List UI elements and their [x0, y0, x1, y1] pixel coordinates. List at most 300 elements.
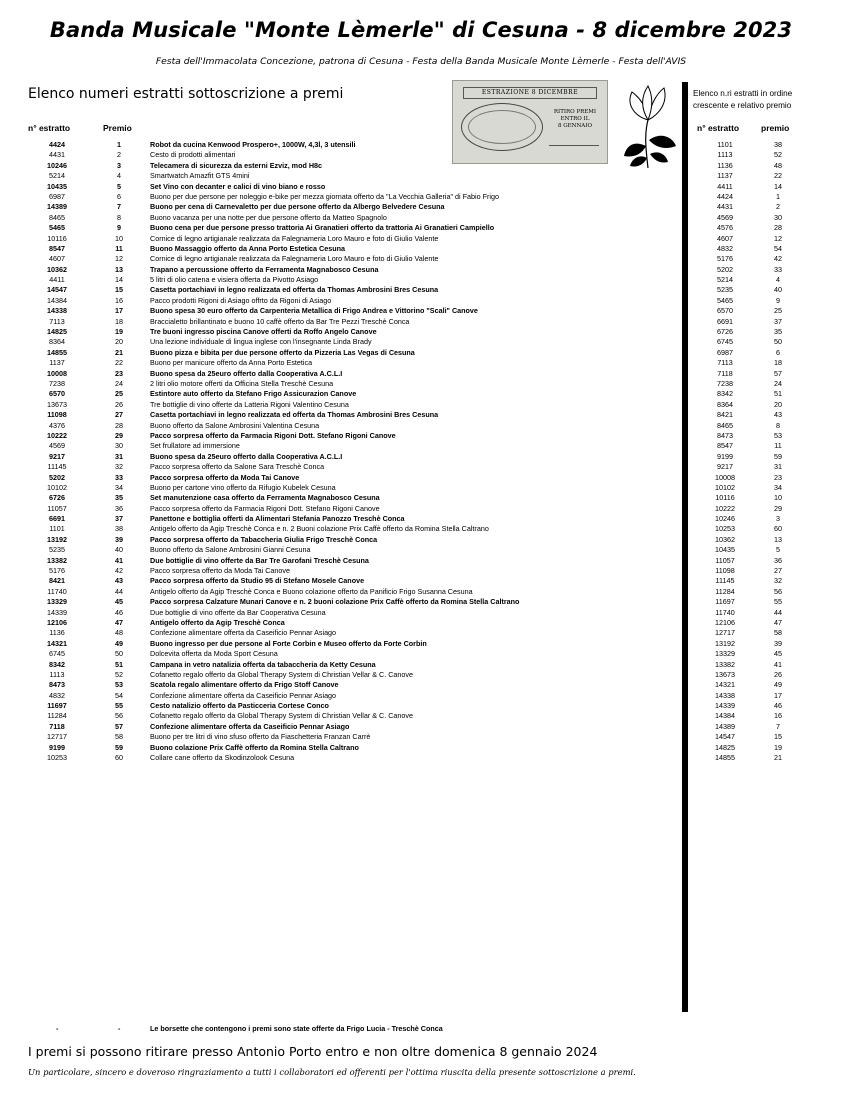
row-number: 6987 — [49, 191, 65, 201]
table-row — [0, 628, 690, 638]
table-row — [0, 483, 690, 493]
row-number: 7118 — [49, 721, 65, 731]
sorted-row — [690, 192, 842, 202]
sorted-row-premio: 57 — [774, 368, 782, 378]
sorted-row — [690, 566, 842, 576]
sorted-row-number: 13673 — [715, 669, 735, 679]
sorted-row-number: 1101 — [717, 140, 733, 149]
row-number: 11057 — [47, 503, 67, 513]
row-premio: 27 — [115, 410, 123, 420]
row-number: 5214 — [49, 171, 65, 181]
stamp-side-line: 8 GENNAIO — [558, 123, 592, 129]
sorted-row-premio: 48 — [774, 160, 782, 170]
sorted-row — [690, 545, 842, 555]
sorted-row-number: 6691 — [717, 316, 733, 326]
table-row — [0, 358, 690, 368]
column-header-premio: Premio — [103, 123, 132, 133]
sorted-row-number: 8364 — [717, 399, 733, 409]
sorted-row-number: 14825 — [715, 742, 735, 752]
row-premio: 6 — [117, 191, 121, 201]
sorted-row-number: 6570 — [717, 306, 733, 316]
sorted-row-premio: 12 — [774, 233, 782, 243]
table-row — [0, 732, 690, 742]
sorted-heading-line: Elenco n.ri estratti in ordine — [693, 89, 793, 98]
sorted-row — [690, 421, 842, 431]
sorted-row-number: 8465 — [717, 420, 733, 430]
sorted-row — [690, 306, 842, 316]
table-row — [0, 597, 690, 607]
row-number: 5235 — [49, 545, 65, 555]
table-row — [0, 317, 690, 327]
table-row — [0, 639, 690, 649]
sorted-row-premio: 40 — [774, 285, 782, 295]
sorted-row-premio: 42 — [774, 254, 782, 264]
row-premio: 18 — [115, 316, 123, 326]
raffle-stamp-image — [452, 80, 608, 164]
sorted-row-number: 10116 — [715, 493, 735, 503]
row-description: Cofanetto regalo offerto da Global Therapy System di Christian Vellar & C. Canove — [150, 711, 414, 721]
row-premio: 11 — [115, 243, 123, 253]
row-description: Antigelo offerto da Agip Treschè Conca — [150, 617, 285, 627]
sorted-row — [690, 691, 842, 701]
row-premio: 37 — [115, 514, 123, 524]
row-premio: 53 — [115, 680, 123, 690]
sorted-row — [690, 504, 842, 514]
sorted-row-premio: 34 — [774, 482, 782, 492]
thanks-note: Un particolare, sincero e doveroso ringraziamento a tutti i collaboratori ed offerenti per l'ottima riuscita della presente sottoscrizione a premi. — [28, 1067, 636, 1077]
sorted-row-premio: 19 — [774, 742, 782, 752]
table-row — [0, 285, 690, 295]
sorted-row — [690, 234, 842, 244]
sorted-row — [690, 660, 842, 670]
sorted-row — [690, 556, 842, 566]
table-row — [0, 327, 690, 337]
row-description: Cesto di prodotti alimentari — [150, 150, 236, 160]
sorted-row — [690, 649, 842, 659]
row-description: Buono per due persone per noleggio e-bike per mezza giornata offerto da "La Vecchia Galleria" di Fabio Frigo — [150, 191, 499, 201]
row-number: 4431 — [49, 150, 65, 160]
table-row — [0, 493, 690, 503]
row-description: Campana in vetro natalizia offerta da tabaccheria da Ketty Cesuna — [150, 659, 376, 669]
table-row — [0, 400, 690, 410]
sorted-row — [690, 171, 842, 181]
sorted-row-number: 13192 — [715, 638, 735, 648]
row-number: 4376 — [49, 420, 65, 430]
sorted-row — [690, 182, 842, 192]
row-number: 10102 — [47, 482, 67, 492]
table-row — [0, 348, 690, 358]
row-premio: 47 — [115, 617, 123, 627]
sorted-row-number: 6987 — [717, 347, 733, 357]
row-premio: 42 — [115, 566, 123, 576]
row-description: Pacco sorpresa offerto da Tabaccheria Giulia Frigo Treschè Conca — [150, 534, 378, 544]
row-premio: 25 — [115, 389, 123, 399]
sorted-row — [690, 618, 842, 628]
sorted-row-premio: 35 — [774, 327, 782, 337]
sorted-row — [690, 296, 842, 306]
row-premio: 33 — [115, 472, 123, 482]
sorted-row-premio: 7 — [776, 721, 780, 731]
table-row — [0, 369, 690, 379]
row-description: Confezione alimentare offerta da Caseificio Pennar Asiago — [150, 628, 337, 638]
row-number: 4607 — [49, 254, 65, 264]
row-number: 5465 — [49, 223, 65, 233]
row-description: Buono per cena di Carnevaletto per due persone offerto da Albergo Belvedere Cesuna — [150, 202, 445, 212]
row-premio: 49 — [115, 638, 123, 648]
sorted-row — [690, 369, 842, 379]
sorted-row-number: 13382 — [715, 659, 735, 669]
row-description: Buono vacanza per una notte per due persone offerto da Matteo Spagnolo — [150, 212, 387, 222]
row-number: 8465 — [49, 212, 65, 222]
sorted-row — [690, 327, 842, 337]
row-premio: 14 — [115, 275, 123, 285]
vertical-divider — [682, 82, 688, 1012]
sorted-row-number: 5202 — [717, 264, 733, 274]
table-row — [0, 587, 690, 597]
row-premio: 1 — [117, 140, 121, 149]
sorted-row — [690, 743, 842, 753]
table-row — [0, 389, 690, 399]
row-description: Pacco sorpresa offerto da Farmacia Rigoni Dott. Stefano Rigoni Canove — [150, 430, 396, 440]
row-description: Casetta portachiavi in legno realizzata ed offerta da Thomas Ambrosini Bres Cesuna — [150, 285, 439, 295]
table-row — [0, 691, 690, 701]
sorted-row — [690, 317, 842, 327]
row-premio: 41 — [115, 555, 123, 565]
sorted-row-number: 1136 — [717, 160, 733, 170]
sorted-row-number: 4607 — [717, 233, 733, 243]
band-seal-icon — [461, 103, 543, 151]
sorted-row-number: 11740 — [715, 607, 735, 617]
row-description: Cornice di legno artigianale realizzata da Falegnameria Loro Mauro e foto di Giulio Valente — [150, 254, 439, 264]
row-number: 6745 — [49, 649, 65, 659]
row-number: 1136 — [49, 628, 65, 638]
row-number: 14825 — [47, 327, 67, 337]
sorted-row-premio: 36 — [774, 555, 782, 565]
row-number: 8364 — [49, 337, 65, 347]
sorted-row-premio: 21 — [774, 753, 782, 763]
row-premio: 39 — [115, 534, 123, 544]
row-description: Estintore auto offerto da Stefano Frigo Assicurazion Canove — [150, 389, 357, 399]
row-premio: 28 — [115, 420, 123, 430]
sorted-row — [690, 483, 842, 493]
row-number: 11098 — [47, 410, 67, 420]
row-premio: 46 — [115, 607, 123, 617]
sorted-row-number: 8342 — [717, 389, 733, 399]
row-number: 12106 — [47, 617, 67, 627]
row-number: 7113 — [49, 316, 65, 326]
table-row — [0, 524, 690, 534]
sorted-row — [690, 213, 842, 223]
footer-note-text: Le borsette che contengono i premi sono state offerte da Frigo Lucia - Treschè Conca — [150, 1024, 443, 1033]
sorted-row-number: 9217 — [717, 462, 733, 472]
sorted-row-premio: 55 — [774, 597, 782, 607]
row-description: Buono Massaggio offerto da Anna Porto Estetica Cesuna — [150, 243, 346, 253]
sorted-row-premio: 24 — [774, 378, 782, 388]
sorted-row — [690, 462, 842, 472]
row-premio: 59 — [115, 742, 123, 752]
sorted-row-number: 5214 — [717, 275, 733, 285]
sorted-row-premio: 56 — [774, 586, 782, 596]
sorted-row-premio: 47 — [774, 617, 782, 627]
sorted-row-number: 8421 — [717, 410, 733, 420]
row-description: Due bottiglie di vino offerte da Bar Cooperativa Cesuna — [150, 607, 326, 617]
sorted-row-premio: 50 — [774, 337, 782, 347]
row-premio: 36 — [115, 503, 123, 513]
row-description: Buono spesa 30 euro offerto da Carpenteria Metallica di Frigo Andrea e Vittorino "Scali" Canove — [150, 306, 478, 316]
sorted-row — [690, 223, 842, 233]
row-description: Casetta portachiavi in legno realizzata ed offerta da Thomas Ambrosini Bres Cesuna — [150, 410, 439, 420]
sorted-row — [690, 431, 842, 441]
row-premio: 35 — [115, 493, 123, 503]
row-description: Antigelo offerto da Agip Treschè Conca e Buono colazione offerto da Panificio Frigo Susanna Cesuna — [150, 586, 473, 596]
sorted-row — [690, 628, 842, 638]
sorted-row-number: 14855 — [715, 753, 735, 763]
row-premio: 2 — [117, 150, 121, 160]
sorted-row — [690, 680, 842, 690]
row-number: 10116 — [47, 233, 67, 243]
row-number: 14321 — [47, 638, 67, 648]
row-description: Set frullatore ad immersione — [150, 441, 240, 451]
sorted-column-header-numero: n° estratto — [697, 123, 740, 133]
sorted-row-number: 10362 — [715, 534, 735, 544]
row-description: Buono spesa da 25euro offerto dalla Cooperativa A.C.L.I — [150, 451, 343, 461]
sorted-row-number: 11057 — [715, 555, 735, 565]
row-premio: 32 — [115, 462, 123, 472]
row-number: 8547 — [49, 243, 65, 253]
row-description: Pacco sorpresa offerto da Moda Tai Canove — [150, 566, 290, 576]
row-number: 1113 — [49, 669, 65, 679]
sorted-row-number: 10102 — [715, 482, 735, 492]
sorted-row-premio: 11 — [774, 441, 782, 451]
sorted-row-number: 14321 — [715, 680, 735, 690]
row-premio: 9 — [117, 223, 121, 233]
table-row — [0, 410, 690, 420]
row-premio: 7 — [117, 202, 121, 212]
sorted-row — [690, 400, 842, 410]
sorted-row-number: 11098 — [715, 566, 735, 576]
sorted-row-number: 7113 — [717, 358, 733, 368]
sorted-row-number: 4431 — [717, 202, 733, 212]
row-description: Buono spesa da 25euro offerto dalla Cooperativa A.C.L.I — [150, 368, 343, 378]
sorted-row-number: 4832 — [717, 243, 733, 253]
column-header-numero: n° estratto — [28, 123, 71, 133]
row-description: Due bottiglie di vino offerte da Bar Tre Garofani Treschè Cesuna — [150, 555, 369, 565]
row-description: Cofanetto regalo offerto da Global Therapy System di Christian Vellar & C. Canove — [150, 669, 414, 679]
sorted-row-number: 10246 — [715, 514, 735, 524]
row-number: 7238 — [49, 378, 65, 388]
row-description: Panettone e bottiglia offerti da Alimentari Stefania Panozzo Treschè Conca — [150, 514, 405, 524]
row-number: 10435 — [47, 181, 67, 191]
sorted-row-premio: 59 — [774, 451, 782, 461]
sorted-row-premio: 6 — [776, 347, 780, 357]
row-description: Set Vino con decanter e calici di vino biano e rosso — [150, 181, 326, 191]
sorted-row-number: 1113 — [717, 150, 733, 160]
row-premio: 54 — [115, 690, 123, 700]
sorted-row-premio: 39 — [774, 638, 782, 648]
row-number: 12717 — [47, 732, 67, 742]
table-row — [0, 171, 690, 181]
sorted-row-number: 10008 — [715, 472, 735, 482]
stamp-title: ESTRAZIONE 8 DICEMBRE — [463, 87, 597, 99]
row-description: Scatola regalo alimentare offerto da Frigo Stoff Canove — [150, 680, 339, 690]
sorted-row-premio: 26 — [774, 669, 782, 679]
sorted-row — [690, 244, 842, 254]
row-description: Trapano a percussione offerto da Ferramenta Magnabosco Cesuna — [150, 264, 379, 274]
row-description: Buono offerto da Salone Ambrosini Gianni Cesuna — [150, 545, 311, 555]
sorted-row-number: 6745 — [717, 337, 733, 347]
row-number: 1137 — [49, 358, 65, 368]
sorted-row — [690, 524, 842, 534]
row-premio: 4 — [117, 171, 121, 181]
sorted-row-number: 6726 — [717, 327, 733, 337]
sorted-row-number: 14339 — [715, 701, 735, 711]
table-row — [0, 722, 690, 732]
table-row — [0, 265, 690, 275]
sorted-row-premio: 38 — [774, 140, 782, 149]
sorted-row-premio: 60 — [774, 524, 782, 534]
row-number: 14547 — [47, 285, 67, 295]
row-premio: 26 — [115, 399, 123, 409]
sorted-row-premio: 58 — [774, 628, 782, 638]
row-premio: 15 — [115, 285, 123, 295]
sorted-row-premio: 54 — [774, 243, 782, 253]
row-description: Pacco sorpresa offerto da Farmacia Rigoni Dott. Stefano Rigoni Canove — [150, 503, 380, 513]
row-number: 8421 — [49, 576, 65, 586]
row-number: 14339 — [47, 607, 67, 617]
sorted-row — [690, 514, 842, 524]
row-description: Antigelo offerto da Agip Treschè Conca e n. 2 Buoni colazione Prix Caffè offerto da Romina Stella Caltrano — [150, 524, 489, 534]
sorted-row-premio: 4 — [776, 275, 780, 285]
sorted-row-number: 11284 — [715, 586, 735, 596]
row-premio: 57 — [115, 721, 123, 731]
sorted-row-premio: 14 — [774, 181, 782, 191]
sorted-row-number: 14384 — [715, 711, 735, 721]
table-row — [0, 743, 690, 753]
table-row — [0, 337, 690, 347]
sorted-row — [690, 711, 842, 721]
row-premio: 5 — [117, 181, 121, 191]
row-number: 11145 — [47, 462, 67, 472]
table-row — [0, 275, 690, 285]
table-row — [0, 701, 690, 711]
table-row — [0, 514, 690, 524]
row-premio: 21 — [115, 347, 123, 357]
stamp-signature-line — [549, 145, 599, 146]
row-description: Telecamera di sicurezza da esterni Ezviz, mod H8c — [150, 160, 323, 170]
row-premio: 20 — [115, 337, 123, 347]
row-description: Confezione alimentare offerta da Caseificio Pennar Asiago — [150, 690, 337, 700]
sorted-row-premio: 31 — [774, 462, 782, 472]
row-premio: 12 — [115, 254, 123, 264]
row-description: Confezione alimentare offerta da Caseificio Pennar Asiago — [150, 721, 350, 731]
sorted-row-number: 13329 — [715, 649, 735, 659]
sorted-row — [690, 265, 842, 275]
page-subtitle: Festa dell'Immacolata Concezione, patrona di Cesuna - Festa della Banda Musicale Monte Lèmerle - Festa dell'AVIS — [155, 56, 687, 67]
sorted-row-premio: 43 — [774, 410, 782, 420]
table-row — [0, 223, 690, 233]
table-row — [0, 452, 690, 462]
row-premio: 51 — [115, 659, 123, 669]
table-row — [0, 296, 690, 306]
row-premio: 38 — [115, 524, 123, 534]
table-row — [0, 545, 690, 555]
table-row — [0, 234, 690, 244]
sorted-row — [690, 452, 842, 462]
sorted-row-number: 12106 — [715, 617, 735, 627]
list-heading: Elenco numeri estratti sottoscrizione a premi — [28, 86, 344, 102]
sorted-row — [690, 161, 842, 171]
sorted-row-premio: 49 — [774, 680, 782, 690]
sorted-row-number: 8473 — [717, 430, 733, 440]
sorted-row — [690, 285, 842, 295]
sorted-row-number: 14547 — [715, 732, 735, 742]
sorted-row — [690, 576, 842, 586]
table-row — [0, 649, 690, 659]
table-row — [0, 244, 690, 254]
row-number: 8342 — [49, 659, 65, 669]
table-row — [0, 660, 690, 670]
sorted-row-number: 9199 — [717, 451, 733, 461]
sorted-row-premio: 33 — [774, 264, 782, 274]
sorted-row-number: 4411 — [717, 181, 733, 191]
pickup-notice: I premi si possono ritirare presso Antonio Porto entro e non oltre domenica 8 gennaio 2024 — [28, 1044, 598, 1059]
sorted-table — [690, 140, 842, 763]
row-premio: 16 — [115, 295, 123, 305]
table-row — [0, 306, 690, 316]
row-description: Cornice di legno artigianale realizzata da Falegnameria Loro Mauro e foto di Giulio Valente — [150, 233, 439, 243]
table-row — [0, 680, 690, 690]
sorted-row — [690, 493, 842, 503]
table-row — [0, 192, 690, 202]
table-row — [0, 421, 690, 431]
row-premio: 22 — [115, 358, 123, 368]
row-description: Collare cane offerto da Skodinzolook Cesuna — [150, 753, 295, 763]
sorted-row — [690, 597, 842, 607]
row-number: 10008 — [47, 368, 67, 378]
sorted-row — [690, 140, 842, 150]
sorted-row-number: 4576 — [717, 223, 733, 233]
row-description: Smartwatch Amazfit GTS 4mini — [150, 171, 250, 181]
sorted-row-premio: 18 — [774, 358, 782, 368]
sorted-row — [690, 410, 842, 420]
row-premio: 34 — [115, 482, 123, 492]
row-premio: 56 — [115, 711, 123, 721]
row-description: Buono ingresso per due persone al Forte Corbin e Museo offerto da Forte Corbin — [150, 638, 427, 648]
sorted-row — [690, 670, 842, 680]
sorted-row-number: 7238 — [717, 378, 733, 388]
sorted-row — [690, 441, 842, 451]
row-description: Pacco prodotti Rigoni di Asiago offrto da Rigoni di Asiago — [150, 295, 332, 305]
row-number: 9217 — [49, 451, 65, 461]
sorted-row-number: 10253 — [715, 524, 735, 534]
sorted-row-premio: 20 — [774, 399, 782, 409]
row-number: 14384 — [47, 295, 67, 305]
row-premio: 45 — [115, 597, 123, 607]
sorted-row — [690, 337, 842, 347]
row-premio: 17 — [115, 306, 123, 316]
table-row — [0, 566, 690, 576]
row-description: Tre buoni ingresso piscina Canove offerti da Roffo Angelo Canove — [150, 327, 377, 337]
row-number: 4569 — [49, 441, 65, 451]
sorted-row-premio: 45 — [774, 649, 782, 659]
sorted-row — [690, 202, 842, 212]
row-description: Tre bottiglie di vino offerte da Latteria Rigoni Valentino Cesuna — [150, 399, 349, 409]
sorted-heading-line: crescente e relativo premio — [693, 100, 792, 110]
row-description: Buono per cartone vino offerto da Rifugio Kubelek Cesuna — [150, 482, 336, 492]
row-number: 5176 — [49, 566, 65, 576]
sorted-row-premio: 17 — [774, 690, 782, 700]
row-description: Set manutenzione casa offerto da Ferramenta Magnabosco Cesuna — [150, 493, 380, 503]
